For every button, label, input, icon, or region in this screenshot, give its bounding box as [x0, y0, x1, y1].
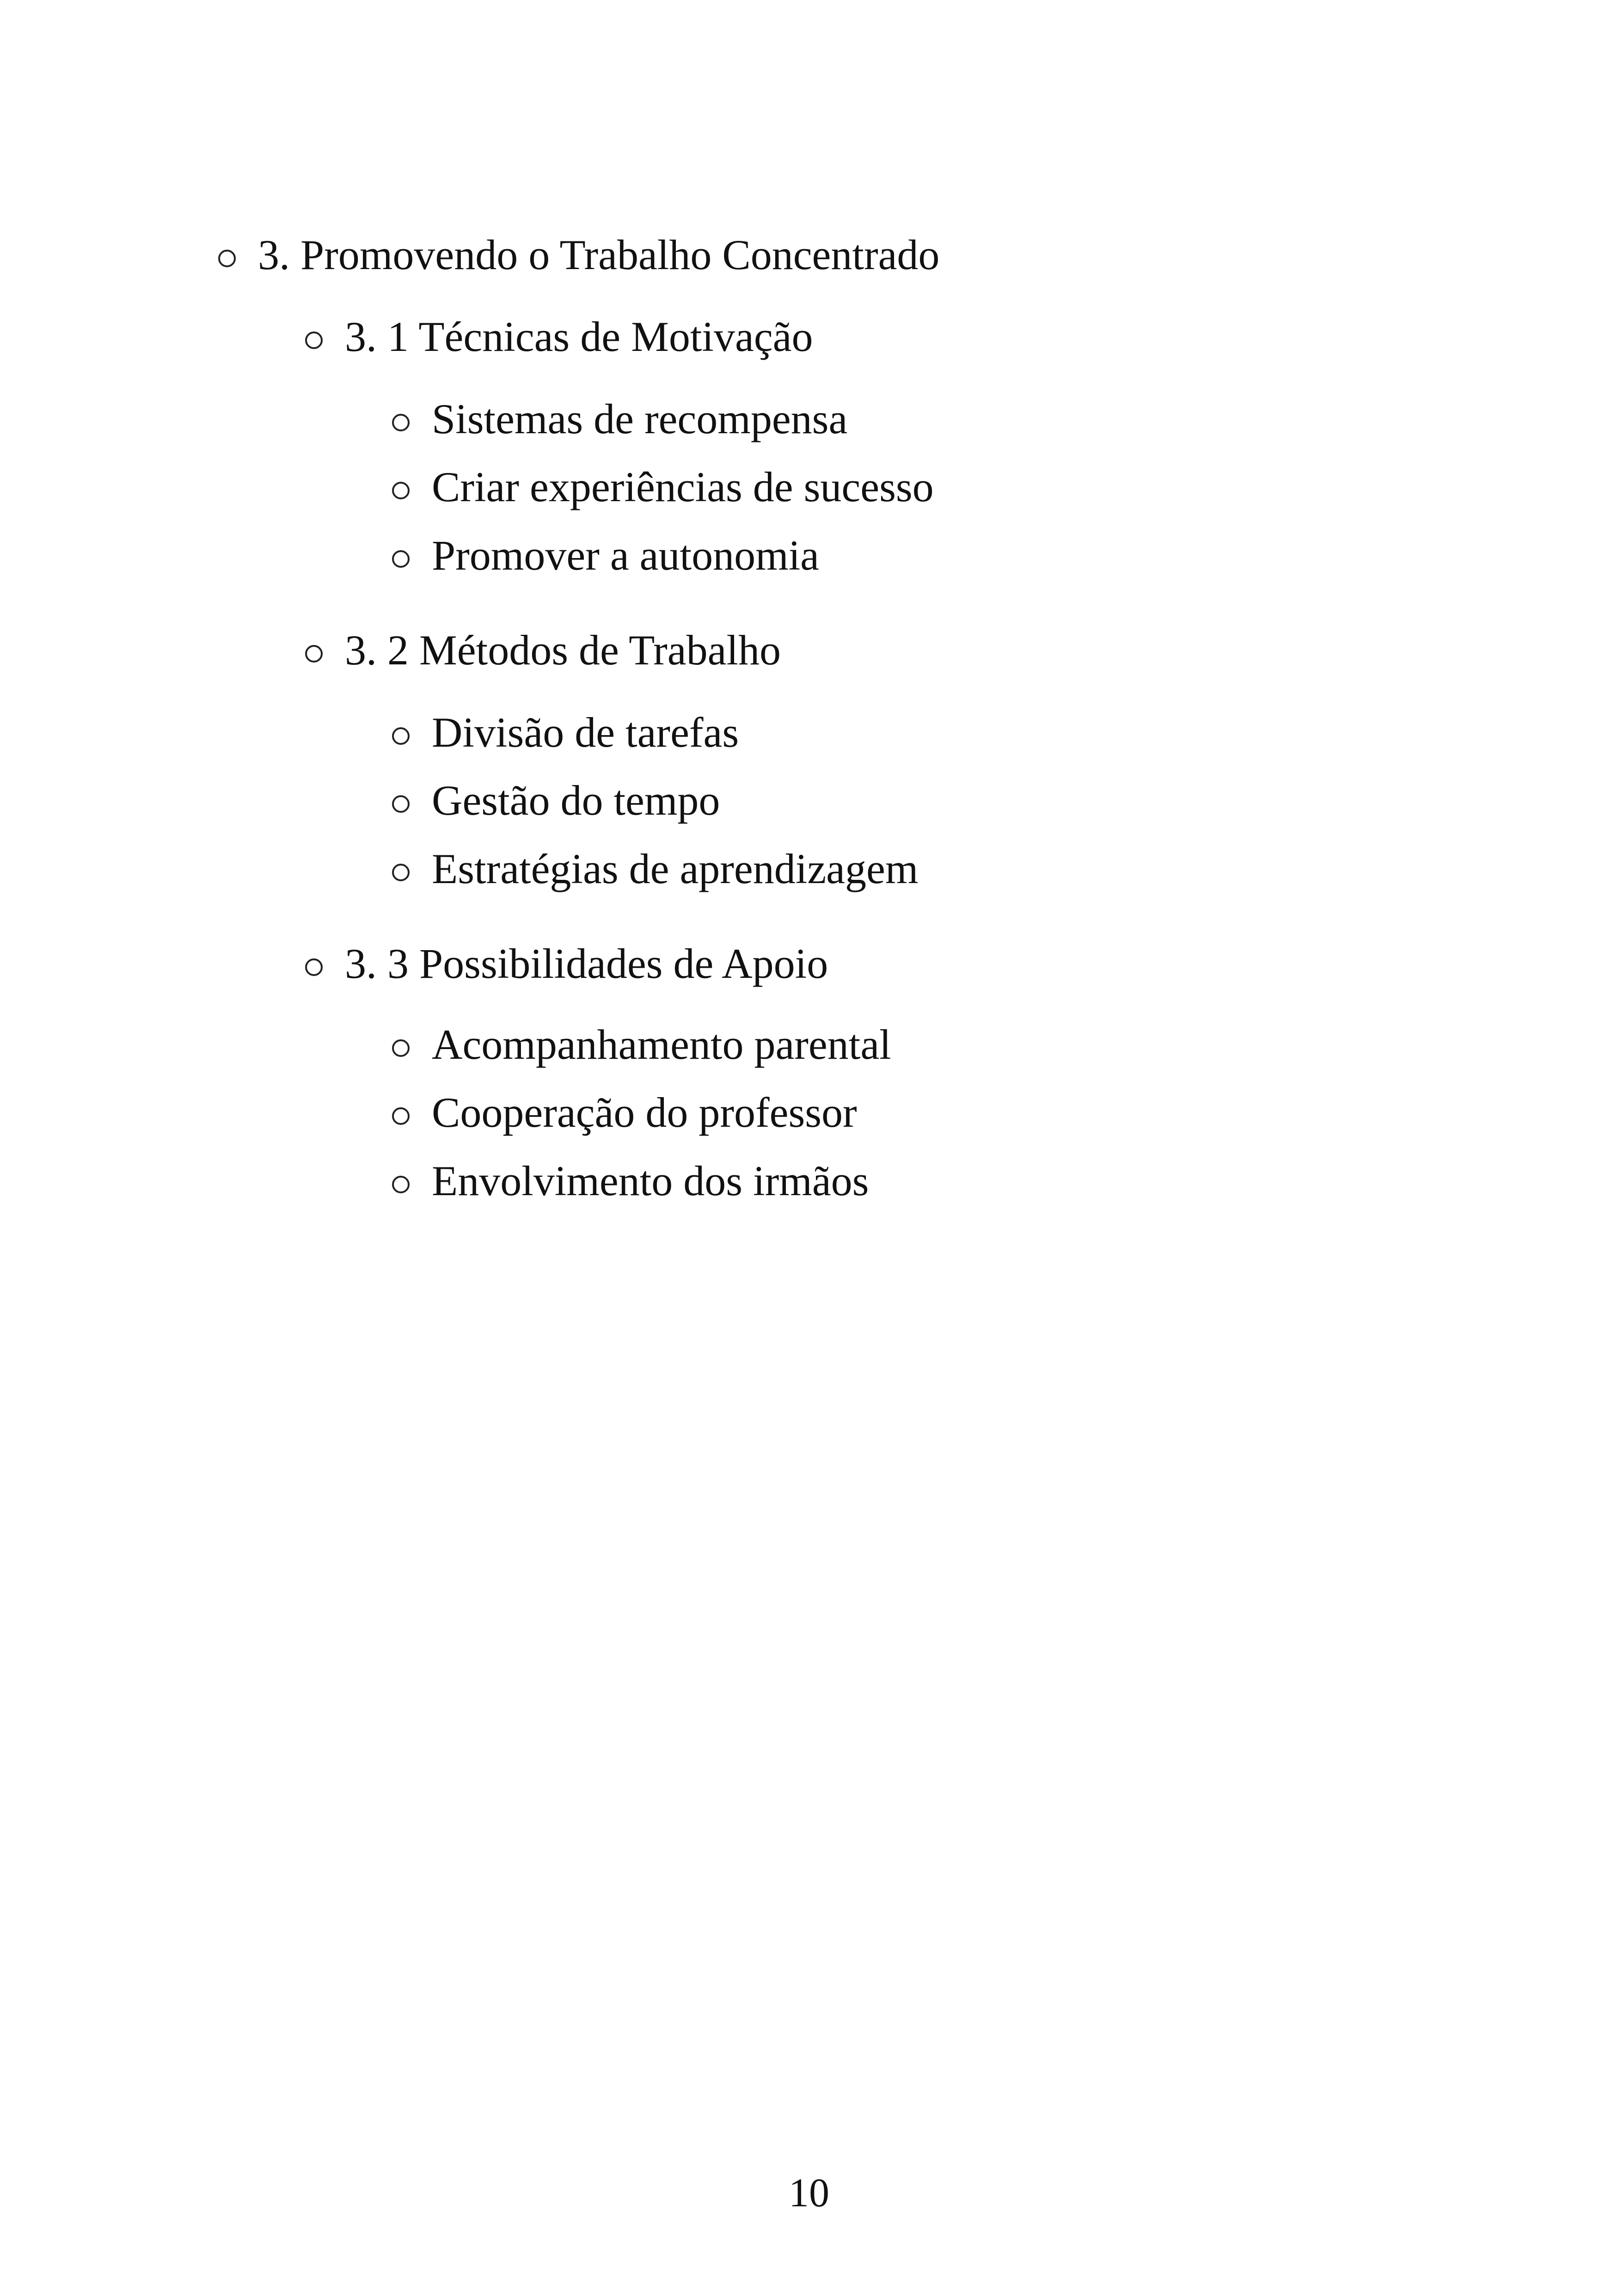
outline-title: 3. Promovendo o Trabalho Concentrado	[258, 231, 940, 278]
hollow-circle-bullet-icon	[392, 414, 410, 431]
hollow-circle-bullet-icon	[305, 332, 323, 349]
list-item-text: Gestão do tempo	[432, 777, 720, 824]
hollow-circle-bullet-icon	[392, 727, 410, 745]
list-item-text: Divisão de tarefas	[432, 709, 739, 756]
list-item-text: Envolvimento dos irmãos	[432, 1157, 869, 1204]
list-item	[392, 463, 934, 510]
section-heading-row	[305, 942, 828, 985]
section-heading-row	[305, 626, 781, 674]
hollow-circle-bullet-icon	[392, 482, 410, 499]
list-item	[392, 395, 848, 442]
hollow-circle-bullet-icon	[392, 1039, 410, 1057]
hollow-circle-bullet-icon	[218, 250, 236, 267]
hollow-circle-bullet-icon	[305, 958, 323, 976]
section-heading-row	[305, 315, 813, 358]
list-item-text: Acompanhamento parental	[432, 1021, 891, 1068]
hollow-circle-bullet-icon	[392, 550, 410, 568]
outline-title-row	[218, 233, 939, 276]
list-item	[392, 847, 918, 890]
section-heading: 3. 1 Técnicas de Motivação	[345, 313, 813, 360]
hollow-circle-bullet-icon	[392, 1176, 410, 1193]
hollow-circle-bullet-icon	[305, 645, 323, 663]
page-number: 10	[789, 2171, 829, 2216]
list-item-text: Sistemas de recompensa	[432, 395, 848, 442]
list-item	[392, 1091, 857, 1134]
list-item	[392, 1023, 891, 1066]
list-item	[392, 1157, 869, 1204]
section-heading: 3. 2 Métodos de Trabalho	[345, 626, 781, 674]
list-item-text: Cooperação do professor	[432, 1089, 857, 1136]
list-item	[392, 711, 739, 754]
list-item	[392, 779, 720, 822]
list-item	[392, 534, 819, 577]
hollow-circle-bullet-icon	[392, 795, 410, 813]
list-item-text: Estratégias de aprendizagem	[432, 845, 919, 892]
section-heading: 3. 3 Possibilidades de Apoio	[345, 940, 828, 987]
hollow-circle-bullet-icon	[392, 864, 410, 881]
hollow-circle-bullet-icon	[392, 1107, 410, 1125]
list-item-text: Promover a autonomia	[432, 532, 820, 579]
list-item-text: Criar experiências de sucesso	[432, 463, 934, 510]
